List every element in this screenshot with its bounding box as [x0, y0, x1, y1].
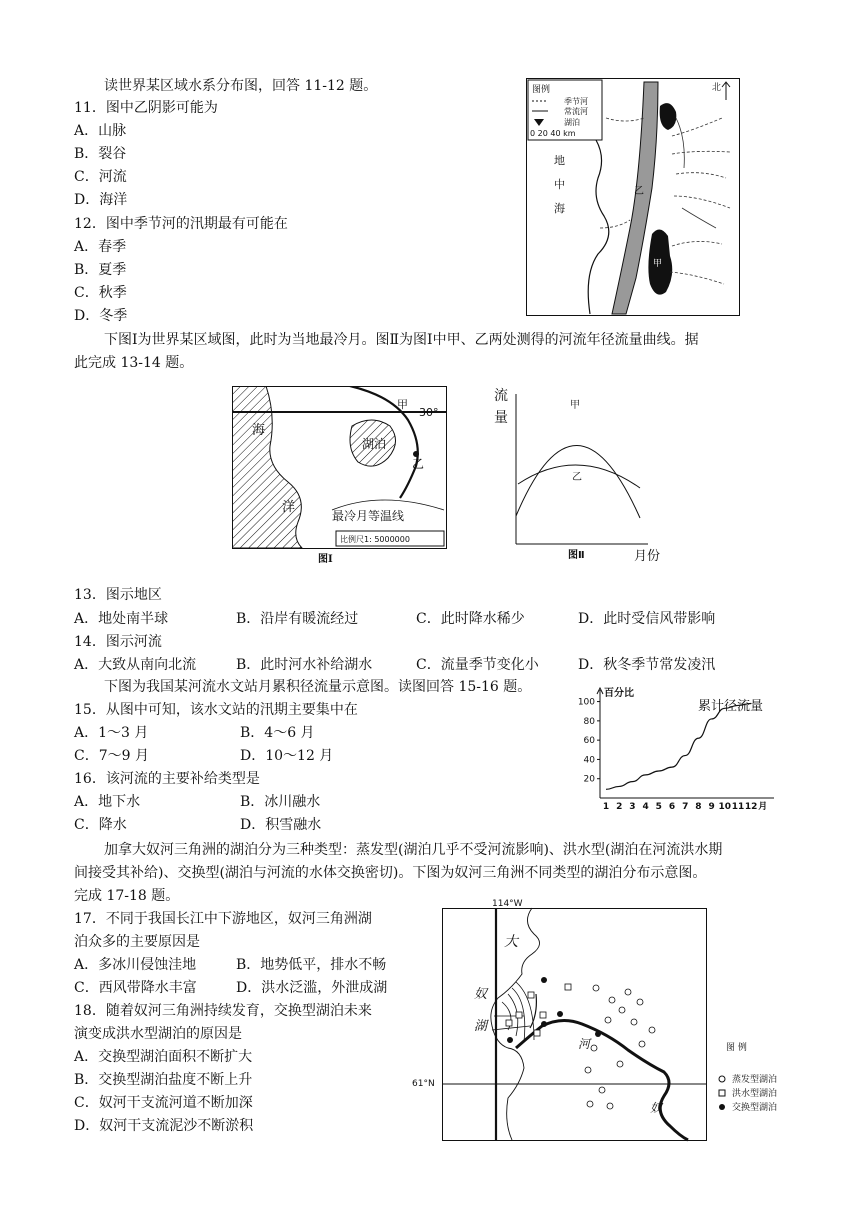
q18-option-c: C．奴河干支流河道不断加深: [74, 1095, 253, 1111]
map1-sea-3: 海: [554, 202, 565, 215]
x-tick-label: 10: [718, 802, 732, 812]
q17-option-c: C．西风带降水丰富: [74, 980, 197, 996]
x-tick-label: 4: [642, 802, 649, 812]
q11-option-b: B．裂谷: [74, 146, 127, 162]
question-15: 15．从图中可知，该水文站的汛期主要集中在: [74, 702, 358, 718]
q14-option-b: B．此时河水补给湖水: [236, 657, 373, 673]
map3-da: 大: [504, 934, 518, 950]
map1-legend-title: 图例: [532, 85, 551, 95]
fig1-sea: 海: [252, 423, 266, 438]
map3-legend-flood: 洪水型湖泊: [732, 1089, 778, 1099]
figure-2-runoff-curves: [492, 384, 682, 568]
cumulative-runoff-chart: [570, 684, 780, 816]
fig1-ocean: 洋: [282, 500, 296, 515]
intro-13-14-line2: 此完成 13-14 题。: [74, 355, 194, 371]
map3-hu: 湖: [474, 1019, 488, 1034]
fig1-yi: 乙: [412, 457, 425, 471]
q18-option-a: A．交换型湖泊面积不断扩大: [74, 1049, 253, 1065]
intro-15-16: 下图为我国某河流水文站月累积径流量示意图。读图回答 15-16 题。: [104, 679, 532, 695]
map3-legend-exchange: 交换型湖泊: [732, 1103, 778, 1113]
q11-option-d: D．海洋: [74, 192, 128, 208]
cumulative-runoff-line: [606, 704, 751, 790]
q12-option-a: A．春季: [74, 239, 127, 255]
question-17-line1: 17．不同于我国长江中下游地区，奴河三角洲湖: [74, 911, 372, 927]
fig1-lat: 30°: [419, 406, 439, 419]
slave-delta-lake-map: [412, 898, 792, 1144]
q13-option-d: D．此时受信风带影响: [578, 611, 716, 627]
question-12: 12．图中季节河的汛期最有可能在: [74, 216, 288, 232]
intro-11-12: 读世界某区域水系分布图，回答 11-12 题。: [104, 78, 378, 94]
x-tick-label: 8: [695, 802, 702, 812]
q14-option-a: A．大致从南向北流: [74, 657, 197, 673]
intro-17-18-line1: 加拿大奴河三角洲的湖泊分为三种类型：蒸发型(湖泊几乎不受河流影响)、洪水型(湖泊在河流洪水期: [104, 842, 723, 858]
fig1-scale: 比例尺1: 5000000: [340, 535, 410, 544]
map1-label-jia: 甲: [653, 259, 663, 269]
fig1-lake: 湖泊: [362, 437, 387, 451]
water-system-map: [526, 78, 740, 316]
evaporation-lake-icon: [719, 1076, 725, 1082]
intro-17-18-line2: 间接受其补给)、交换型(湖泊与河流的水体交换密切)。下图为奴河三角洲不同类型的湖泊分布示意图。: [74, 865, 707, 881]
fig2-ylabel-1: 流: [494, 388, 508, 404]
map1-north: 北: [712, 83, 722, 93]
map1-label-yi: 乙: [634, 186, 644, 197]
y-tick-label: 20: [583, 774, 595, 785]
q16-option-c: C．降水: [74, 817, 127, 833]
fig1-isotherm: 最冷月等温线: [332, 509, 405, 523]
map3-he: 河: [578, 1037, 591, 1051]
map3-lat: 61°N: [412, 1079, 435, 1089]
map1-sea-1: 地: [554, 154, 565, 167]
q16-option-d: D．积雪融水: [240, 817, 322, 833]
chart-ylabel: 百分比: [604, 688, 634, 699]
q13-option-c: C．此时降水稀少: [416, 611, 525, 627]
map1-scale: 0 20 40 km: [530, 129, 576, 138]
y-tick-label: 60: [583, 736, 595, 747]
figure-1-caption: 图Ⅰ: [318, 554, 333, 565]
intro-13-14-line1: 下图Ⅰ为世界某区域图，此时为当地最冷月。图Ⅱ为图Ⅰ中甲、乙两处测得的河流年径流量曲线。据: [104, 332, 699, 348]
q12-option-b: B．夏季: [74, 262, 127, 278]
chart-title: 累计径流量: [698, 699, 764, 714]
x-tick-label: 2: [616, 802, 623, 812]
question-13: 13．图示地区: [74, 587, 162, 603]
x-tick-label: 12: [744, 802, 758, 812]
y-tick-label: 40: [583, 755, 595, 766]
q15-option-d: D．10～12 月: [240, 748, 334, 764]
q17-option-d: D．洪水泛滥，外泄成湖: [236, 980, 388, 996]
x-axis-unit: 月: [758, 802, 768, 812]
q14-option-d: D．秋冬季节常发凌汛: [578, 657, 716, 673]
fig2-caption: 图Ⅱ: [568, 550, 585, 561]
y-tick-label: 100: [577, 697, 595, 708]
x-tick-label: 11: [731, 802, 745, 812]
fig2-jia: 甲: [570, 400, 580, 411]
figure-1-region-map: [232, 386, 448, 550]
fig1-jia: 甲: [397, 398, 408, 411]
q13-option-b: B．沿岸有暖流经过: [236, 611, 359, 627]
q17-option-b: B．地势低平，排水不畅: [236, 957, 387, 973]
q11-option-a: A．山脉: [74, 123, 127, 139]
map1-legend-perennial: 常流河: [564, 107, 588, 116]
x-tick-label: 6: [668, 802, 676, 812]
q12-option-d: D．冬季: [74, 308, 128, 324]
q15-option-b: B．4～6 月: [240, 725, 315, 741]
map3-nu-right: 奴: [650, 1101, 663, 1115]
question-18-line1: 18．随着奴河三角洲持续发育，交换型湖泊未来: [74, 1003, 372, 1019]
q15-option-c: C．7～9 月: [74, 748, 149, 764]
q11-option-c: C．河流: [74, 169, 127, 185]
map3-legend-evap: 蒸发型湖泊: [732, 1075, 778, 1085]
question-16: 16．该河流的主要补给类型是: [74, 771, 260, 787]
map3-legend-title: 图 例: [726, 1043, 747, 1053]
question-11: 11．图中乙阴影可能为: [74, 100, 218, 116]
q14-option-c: C．流量季节变化小: [416, 657, 539, 673]
map1-legend-lake: 湖泊: [564, 118, 580, 127]
y-tick-label: 80: [583, 716, 595, 727]
x-tick-label: 3: [629, 802, 636, 812]
exchange-lake-icon: [719, 1104, 725, 1110]
x-tick-label: 9: [708, 802, 715, 812]
map1-legend-seasonal: 季节河: [564, 97, 588, 106]
q16-option-a: A．地下水: [74, 794, 141, 810]
fig2-yi: 乙: [572, 472, 582, 483]
question-18-line2: 演变成洪水型湖泊的原因是: [74, 1026, 242, 1042]
fig2-ylabel-2: 量: [494, 410, 508, 426]
question-17-line2: 泊众多的主要原因是: [74, 934, 200, 950]
x-tick-label: 7: [682, 802, 689, 812]
q16-option-b: B．冰川融水: [240, 794, 321, 810]
x-tick-label: 1: [602, 802, 610, 812]
question-14: 14．图示河流: [74, 634, 162, 650]
q13-option-a: A．地处南半球: [74, 611, 169, 627]
q18-option-b: B．交换型湖泊盐度不断上升: [74, 1072, 253, 1088]
map1-sea-2: 中: [554, 178, 565, 191]
q18-option-d: D．奴河干支流泥沙不断淤积: [74, 1118, 254, 1134]
x-tick-label: 5: [655, 802, 662, 812]
flood-lake-icon: [719, 1090, 725, 1096]
q17-option-a: A．多冰川侵蚀洼地: [74, 957, 197, 973]
map3-nu-left: 奴: [474, 987, 488, 1002]
fig2-xlabel: 月份: [634, 549, 661, 564]
intro-17-18-line3: 完成 17-18 题。: [74, 888, 180, 904]
q12-option-c: C．秋季: [74, 285, 127, 301]
q15-option-a: A．1～3 月: [74, 725, 149, 741]
map3-lon: 114°W: [492, 899, 523, 909]
